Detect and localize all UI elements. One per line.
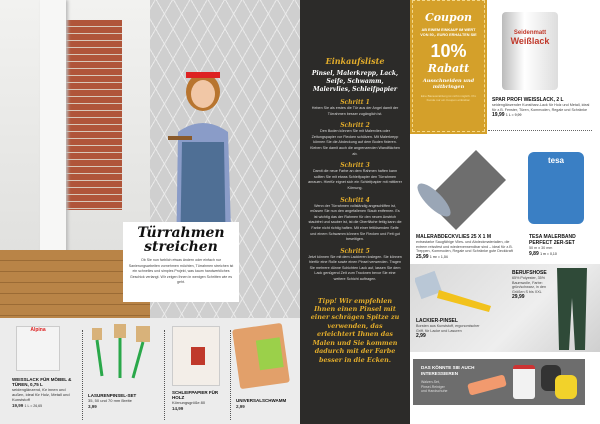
page-title: Türrahmen streichen bbox=[137, 225, 225, 255]
divider bbox=[82, 330, 83, 420]
product-lackier-pinsel[interactable]: LACKIER-PINSEL Borsten aus Kunststoff, ergonomischer Griff, für Lacke und Lasuren 2,99 bbox=[416, 318, 480, 340]
sponge-image bbox=[232, 323, 290, 389]
divider bbox=[488, 130, 592, 131]
intro-text: Ob Sie nun farblich etwas ändern oder einfach nur Sanierungsarbeiten vornehmen möchten, Türrahmen streichen ist ein schnelles und simples Projekt, was kaum handwerkliches Geschick verlangt. Wir zeigen Ihnen in wenigen Schritten wie es geht. bbox=[128, 258, 234, 284]
work-trousers-image bbox=[555, 268, 589, 350]
pinsel-reiniger-image bbox=[513, 365, 535, 399]
related-products-box[interactable]: DAS KÖNNTE SIE AUCH INTERESSIEREN Walzen-Set, Pinsel-Reiniger und Handschuhe bbox=[413, 359, 585, 405]
tesa-tape-image: tesa bbox=[528, 152, 584, 224]
shopping-list-title: Einkaufsliste bbox=[325, 56, 385, 66]
instructions-column bbox=[300, 0, 410, 424]
sandpaper-image bbox=[172, 326, 220, 386]
lackier-pinsel-image bbox=[415, 270, 495, 315]
coupon[interactable]: Coupon AB EINEM EINKAUF IM WERT VON 50,- EURO ERHALTEN SIE 10% Rabatt Ausschneiden und mitbringen Eine Barauszahlung ist nicht möglich. Pro Kunde nur ein Coupon einlösbar. bbox=[412, 0, 485, 132]
paint-roller-image bbox=[467, 374, 507, 395]
fleece-roll-image bbox=[416, 140, 512, 234]
product-schleifpapier[interactable]: SCHLEIFPAPIER FÜR HOLZ Körnungsgröße 80 14,99 bbox=[172, 322, 228, 422]
divider bbox=[230, 330, 231, 420]
brick-wall bbox=[62, 20, 122, 210]
title-box bbox=[123, 222, 239, 302]
shopping-list-items: Pinsel, Malerkrepp, Lack, Seife, Schwamm, Malervlies, Schleifpapier bbox=[311, 70, 399, 93]
product-schwamm[interactable]: UNIVERSALSCHWAMM 2,99 bbox=[236, 322, 298, 422]
alpina-can-image: Alpina bbox=[16, 326, 60, 371]
product-abdeckvlies[interactable]: MALERABDECKVLIES 25 X 1 M extrastarke Saugfähige Vlies- und Abdeckmaterialien, die extrem reissfest und wiederverwendbar sind – ideal für z.B. Treppen, Kommoden, Regale und Schränke gute Deckkraft 25,99 1 m² = 1,04 bbox=[416, 234, 513, 260]
brush-set-image bbox=[88, 322, 158, 380]
steps: Schritt 1 Heben Sie als erstes die Tür aus der Angel damit der Türrahmen besser zugänglich ist. Schritt 2 Den Boden können Sie mit Malervlies oder Zeitungspapier vor Flecken schützen. Mit Malerkrepp können Sie die Abdeckung auf dem Boden fixieren. Kleben Sie damit auch die angrenzenden Wandflächen ab. Schritt 3 Damit die neue Farbe an dem Rahmen haften kann sollten Sie mit etwas Schleifpapier den Türrahmen anrauen. Hierfür eignet sich ein Schleifpapier mit mittlerer Körnung. Schritt 4 Wenn der Türrahmen vollständig angeschliffen ist, müssen Sie nun den angefallenen Staub entfernen. Es ist wichtig das der Rahmen für den neuen Anstrich staubfrei und sauber ist, ist die Oberfläche fettig kann die Farbe nicht richtig haften. Mit einer fettlösenden Seife und einem Schwamm können Sie Flecken und Fett gut beseitigen. Schritt 5 Jetzt können Sie mit dem Lackieren loslegen. Sie können hierfür eine Rolle sowie einen Pinsel verwenden. Tragen Sie mehrere dünne Schichten Lack auf, lassen Sie dem Lack genügend Zeit zum Trocknen bevor Sie eine weitere Schicht auftragen. bbox=[308, 99, 402, 282]
weisslack-can-image: Seidenmatt Weißlack bbox=[502, 12, 558, 90]
tip-text: Tipp! Wir empfehlen Ihnen einen Pinsel mit einer schrägen Spitze zu verwenden, das erleichtert Ihnen das Malen und Sie kommen dadurch mit der Farbe besser in die Ecken. bbox=[310, 296, 400, 364]
divider bbox=[164, 330, 165, 420]
yellow-glove-image bbox=[555, 375, 577, 399]
product-berufshose[interactable]: BERUFSHOSE 65% Polyester, 35% Baumwolle, Farbe: grün/schwarz, in den Größen S bis XXL 29,99 bbox=[512, 270, 547, 301]
product-weisslack-2l[interactable]: SPAR PROFI WEISSLACK, 2 L seidenglänzender Kunstharz-Lack für Holz und Metall, ideal für z.B. Fenster, Türen, Kommoden, Regale und Schränke 19,99 1 L = 9,99 bbox=[492, 97, 590, 119]
product-weisslack[interactable]: Alpina WEISSLACK FÜR MÖBEL & TÜREN, 0,75 L seidenglänzend, für innen und außen, ideal für Holz, Metall und Kunststoff 19,99 1 L = 26,65 bbox=[12, 327, 72, 408]
product-tesa[interactable]: TESA MALERBAND PERFECT 2ER-SET 50 m x 30 mm 9,89 1 m = 0,10 bbox=[529, 234, 576, 257]
product-pinsel-set[interactable]: LASURENPINSEL-SET 35, 50 und 70 mm Breite 3,99 bbox=[88, 322, 158, 422]
